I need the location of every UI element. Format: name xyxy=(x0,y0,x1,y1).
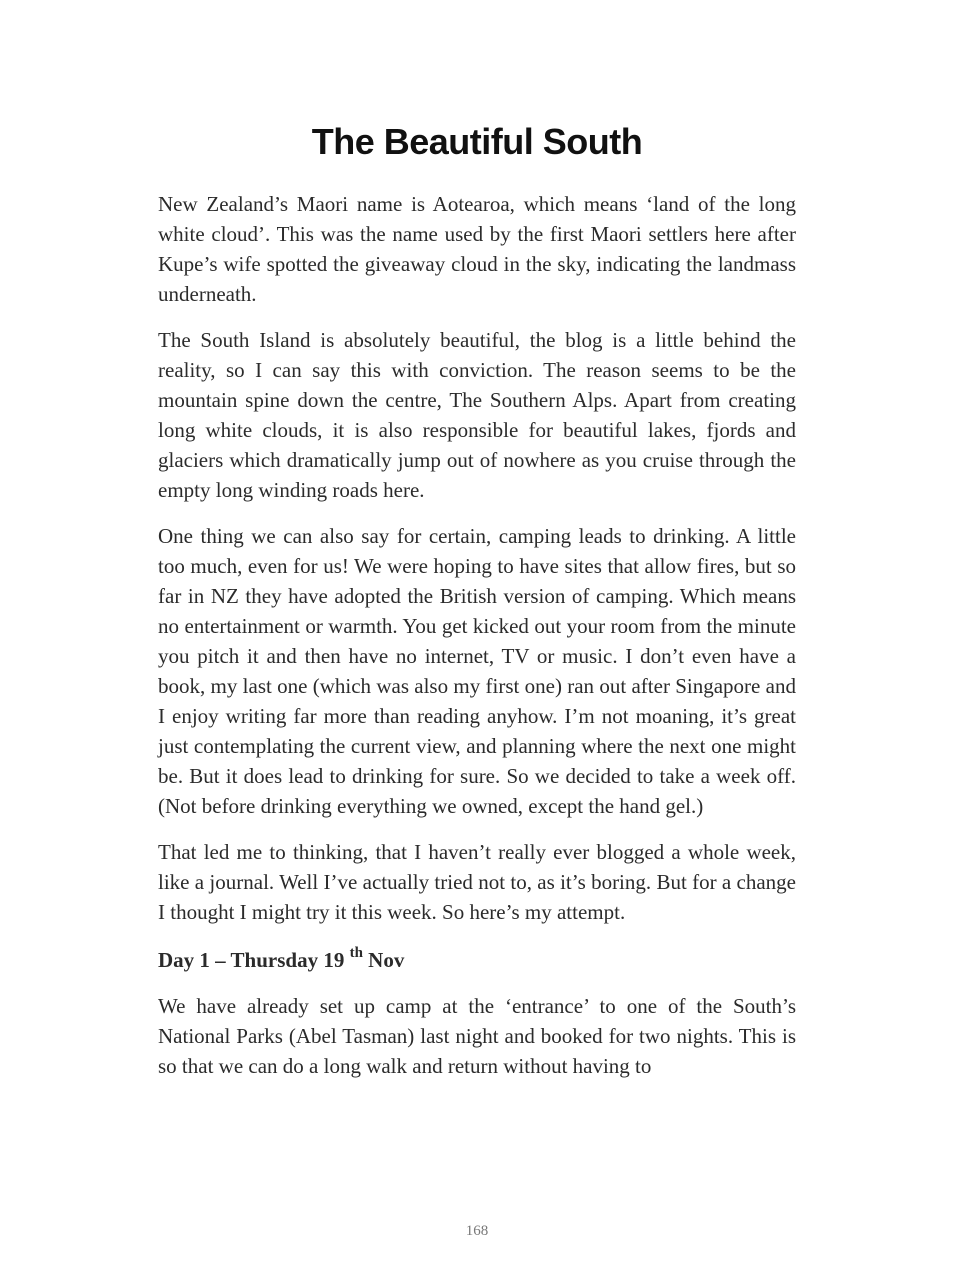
day-heading-month: Nov xyxy=(368,948,405,972)
paragraph-3: One thing we can also say for certain, camping leads to drinking. A little too much, even for us! We were hoping to have sites that allow fires, but so far in NZ they have adopted the British version of camping. Which means no entertainment or warmth. You get kicked out your room from the minute you pitch it and then have no internet, TV or music. I don’t even have a book, my last one (which was also my first one) ran out after Singapore and I enjoy writing far more than reading anyhow. I’m not moaning, it’s great just contemplating the current view, and planning where the next one might be. But it does lead to drinking for sure. So we decided to take a week off. (Not before drinking everything we owned, except the hand gel.) xyxy=(158,524,796,818)
day-heading xyxy=(158,943,796,977)
paragraph-1: New Zealand’s Maori name is Aotearoa, which means ‘land of the long white cloud’. This was the name used by the first Maori settlers here after Kupe’s wife spotted the giveaway cloud in the sky, indicating the landmass underneath. xyxy=(158,192,796,306)
paragraph-5: We have already set up camp at the ‘entrance’ to one of the South’s National Parks (Abel Tasman) last night and booked for two nights. This is so that we can do a long walk and return without having to xyxy=(158,994,796,1078)
page-number: 168 xyxy=(465,1223,489,1239)
day-heading-ordinal: th xyxy=(349,945,363,961)
day-heading-prefix: Day 1 – Thursday 19 xyxy=(158,948,345,972)
chapter-body xyxy=(158,189,796,1097)
paragraph-2: The South Island is absolutely beautiful, the blog is a little behind the reality, so I can say this with conviction. The reason seems to be the mountain spine down the centre, The Southern Alps. Apart from creating long white clouds, it is also responsible for beautiful lakes, fjords and glaciers which dramatically jump out of nowhere as you cruise through the empty long winding roads here. xyxy=(158,328,796,502)
paragraph-4: That led me to thinking, that I haven’t really ever blogged a whole week, like a journal. Well I’ve actually tried not to, as it’s boring. But for a change I thought I might try it this week. So here’s my attempt. xyxy=(158,840,796,924)
chapter-title: The Beautiful South xyxy=(311,121,643,162)
